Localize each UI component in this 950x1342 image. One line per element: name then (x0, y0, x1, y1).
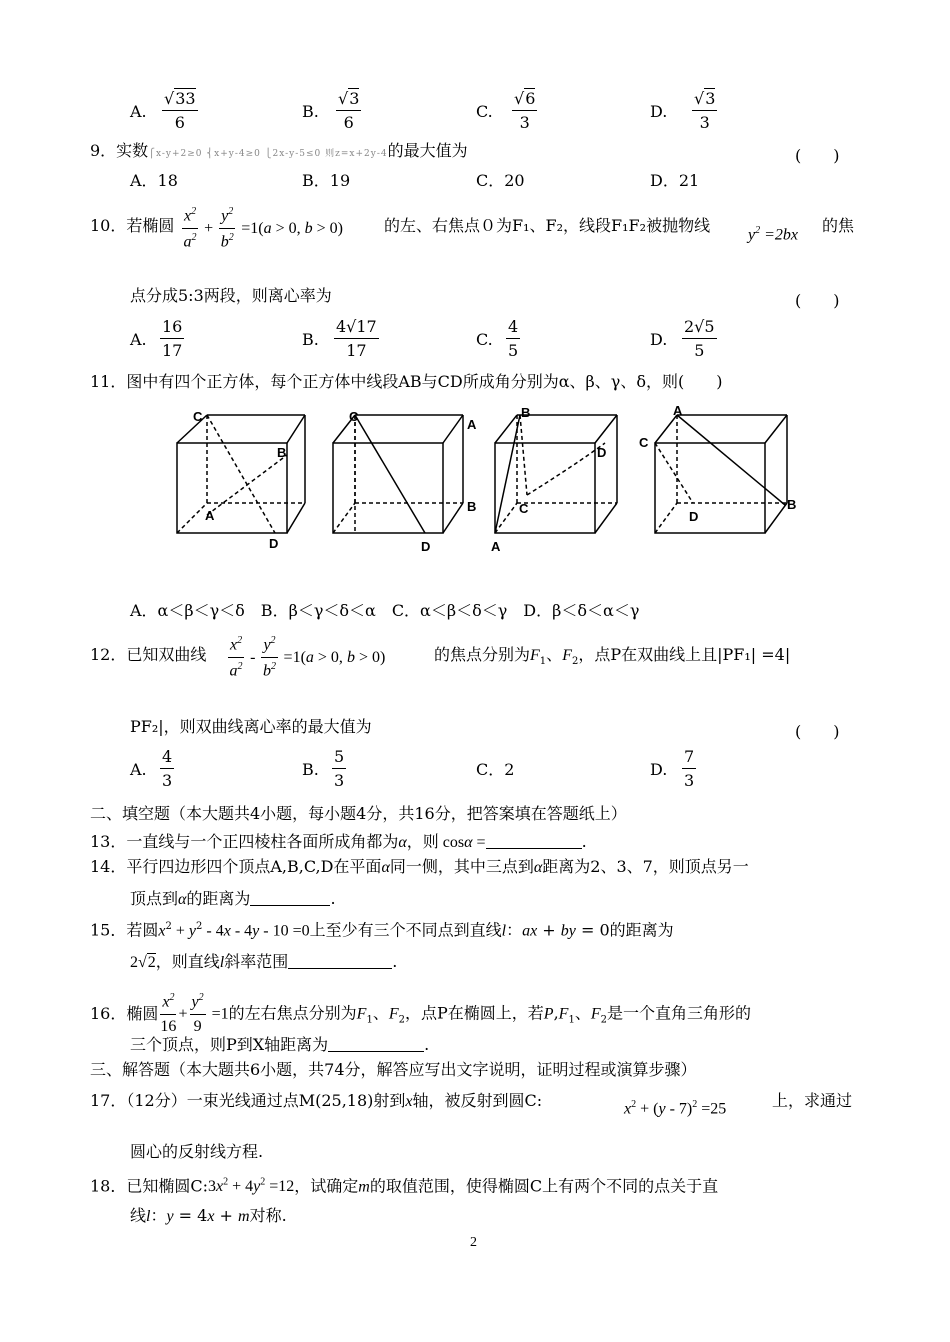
cube-1 (177, 415, 305, 533)
q9-stem: 9．实数⎧x-y+2≥0 ⎨x+y-4≥0 ⎩2x-y-5≤0 则z=x+2y-4的最大值为 (90, 141, 468, 160)
section-3-heading: 三、解答题（本大题共6小题，共74分，解答应写出文字说明，证明过程或演算步骤） (90, 1060, 697, 1079)
svg-text:C: C (639, 435, 649, 450)
svg-text:B: B (787, 497, 797, 512)
q17-line1: 17．（12分）一束光线通过点M(25,18)射到x轴，被反射到圆C: (90, 1091, 543, 1110)
q8-option-d-fraction: $\frac{√3}{3}$ (694, 89, 716, 133)
q16-line1: 16．椭圆 $\frac{x^2}{16}$ + $\frac{y^2}{9}$ =1的左右焦点分别为$F_1$、$F_2$，点P在椭圆上，若$P,F_1$、$F_2$是一个直角三角形的 (90, 992, 751, 1035)
cube-2 (333, 415, 463, 533)
q17-circle-formula: $x^2 + (y - 7)^2 =25$ (624, 1099, 727, 1118)
q14-line2: 顶点到α的距离为 . (130, 889, 336, 908)
q15-line1: 15．若圆$x^2 + y^2 - 4x - 4y - 10 =0$上至少有三个不同点到直线l：ax + by = 0的距离为 (90, 920, 674, 940)
q12-stem-line2: PF₂|，则双曲线离心率的最大值为 (130, 717, 372, 736)
q8-option-b-label: B. (302, 102, 319, 121)
q8-option-d-label: D. (650, 102, 668, 121)
exam-page: A. $\frac{√33}{6}$ B. $\frac{√3}{6}$ C. $\frac{√6}{3}$ D. $\frac{√3}{3}$ 9．实数⎧x-y+2≥0 ⎨x+y-4≥0 ⎩2x-y-5≤0 则z=x+2y-4的最大值为 ( ) A．18 B．19 C．20 D．21 10．若椭圆 $\frac{x^2}{a^2}$ + $\frac{y^2}{b^2}$ =1(a > 0, b > 0) 的左、右焦点０为F₁、F₂，线段F₁F₂被抛物线 $y^2 =2bx$ 的焦 点分成5:3两段，则离心率为 ( ) A. $\frac{16}{17}$ B. $\frac{4√17}{17}$ C. $\frac{4}{5}$ D. $\frac{2√5}{5}$ 11．图中有四个正方体，每个正方体中线段AB与CD所成角分别为α、β、γ、δ，则( ) C B A D C A B D B D C A A C B D A．α＜β＜γ＜δ B．β＜γ＜δ＜α C．α＜β＜δ＜γ D．β＜δ＜α＜γ 12．已知双曲线 $\frac{x^2}{a^2}$ - $\frac{y^2}{b^2}$ =1(a > 0, b > 0) 的焦点分别为$F_1$、$F_2$，点P在双曲线上且|PF₁| =4| PF₂|，则双曲线离心率的最大值为 ( ) A. $\frac{4}{3}$ B. $\frac{5}{3}$ C．2 D. $\frac{7}{3}$ 二、填空题（本大题共4小题，每小题4分，共16分，把答案填在答题纸上） 13．一直线与一个正四棱柱各面所成角都为α，则 cosα = . 14．平行四边形四个顶点A,B,C,D在平面α同一侧，其中三点到α距离为2、3、7，则顶点另一 顶点到α的距离为 . 15．若圆$x^2 + y^2 - 4x - 4y - 10 =0$上至少有三个不同点到直线l：ax + by = 0的距离为 2√2，则直线l斜率范围 . 16．椭圆 $\frac{x^2}{16}$ + $\frac{y^2}{9}$ =1的左右焦点分别为$F_1$、$F_2$，点P在椭圆上，若$P,F_1$、$F_2$是一个直角三角形的 三个顶点，则P到X轴距离为 . 三、解答题（本大题共6小题，共74分，解答应写出文字说明，证明过程或演算步骤） 17．（12分）一束光线通过点M(25,18)射到x轴，被反射到圆C: $x^2 + (y - 7)^2 =25$ 上，求通过 圆心的反射线方程. 18．已知椭圆$C:3x^2 + 4y^2 =12$，试确定m的取值范围，使得椭圆C上有两个不同的点关于直 线l：y = 4x + m对称. 2 (90, 89, 855, 1250)
q13: 13．一直线与一个正四棱柱各面所成角都为α，则 cosα = . (90, 832, 587, 851)
q10-stem-line2: 点分成5:3两段，则离心率为 (130, 286, 332, 305)
section-2-heading: 二、填空题（本大题共4小题，每小题4分，共16分，把答案填在答题纸上） (90, 804, 627, 823)
q8-option-b-fraction: $\frac{√3}{6}$ (338, 89, 360, 133)
svg-text:D: D (421, 539, 431, 554)
q8-option-a-label: A. (130, 102, 147, 121)
q17-stem-tail: 上，求通过 (772, 1091, 853, 1110)
svg-text:A: A (673, 405, 683, 418)
svg-text:B: B (467, 499, 477, 514)
svg-text:A: A (491, 539, 501, 554)
svg-text:A: A (467, 417, 477, 432)
svg-text:C: C (519, 501, 529, 516)
q12-hyperbola-formula: $\frac{x^2}{a^2}$ - $\frac{y^2}{b^2}$ =1(a > 0, b > 0) (229, 635, 386, 680)
q8-option-c-fraction: $\frac{√6}{3}$ (514, 89, 536, 133)
q10-stem-tail: 的焦 (822, 216, 855, 235)
q10-answer-paren: ( ) (795, 291, 840, 310)
q11-options: A．α＜β＜γ＜δ B．β＜γ＜δ＜α C．α＜β＜δ＜γ D．β＜δ＜α＜γ (130, 601, 640, 620)
svg-text:D: D (269, 536, 279, 551)
q16-line2: 三个顶点，则P到X轴距离为 . (130, 1035, 430, 1054)
q18-line1: 18．已知椭圆$C:3x^2 + 4y^2 =12$，试确定m的取值范围，使得椭圆C上有两个不同的点关于直 (90, 1176, 719, 1196)
svg-text:D: D (597, 445, 607, 460)
q9-answer-paren: ( ) (795, 146, 840, 165)
q17-line2: 圆心的反射线方程. (130, 1142, 264, 1161)
q11-cubes-figure (165, 405, 805, 560)
q11-stem: 11．图中有四个正方体，每个正方体中线段AB与CD所成角分别为α、β、γ、δ，则( ) (90, 372, 723, 391)
q8-option-a-fraction: $\frac{√33}{6}$ (164, 89, 196, 133)
q12-stem-mid: 的焦点分别为$F_1$、$F_2$，点P在双曲线上且|PF₁| =4| (434, 645, 791, 668)
q9-constraints-blurred: ⎧x-y+2≥0 ⎨x+y-4≥0 ⎩2x-y-5≤0 则z=x+2y-4 (148, 149, 388, 159)
svg-text:C: C (349, 409, 359, 424)
cube-4 (655, 415, 787, 533)
page-number: 2 (470, 1235, 477, 1250)
q10-ellipse-formula: $\frac{x^2}{a^2}$ + $\frac{y^2}{b^2}$ =1(a > 0, b > 0) (183, 206, 343, 251)
svg-text:D: D (689, 509, 699, 524)
q18-line2: 线l：y = 4x + m对称. (130, 1206, 287, 1225)
svg-text:B: B (277, 445, 287, 460)
svg-text:C: C (193, 409, 203, 424)
q10-stem: 10．若椭圆 (90, 216, 175, 235)
svg-text:B: B (521, 405, 531, 420)
q8-option-c-label: C. (476, 102, 493, 121)
q10-stem-mid: 的左、右焦点０为F₁、F₂，线段F₁F₂被抛物线 (384, 216, 711, 235)
q12-answer-paren: ( ) (795, 722, 840, 741)
q14-line1: 14．平行四边形四个顶点A,B,C,D在平面α同一侧，其中三点到α距离为2、3、7，则顶点另一 (90, 857, 749, 876)
cube-3 (495, 415, 617, 533)
q15-line2: 2√2，则直线l斜率范围 . (130, 952, 398, 971)
q10-parabola-formula: $y^2 =2bx$ (748, 225, 799, 244)
svg-text:A: A (205, 508, 215, 523)
q12-stem: 12．已知双曲线 (90, 645, 207, 664)
